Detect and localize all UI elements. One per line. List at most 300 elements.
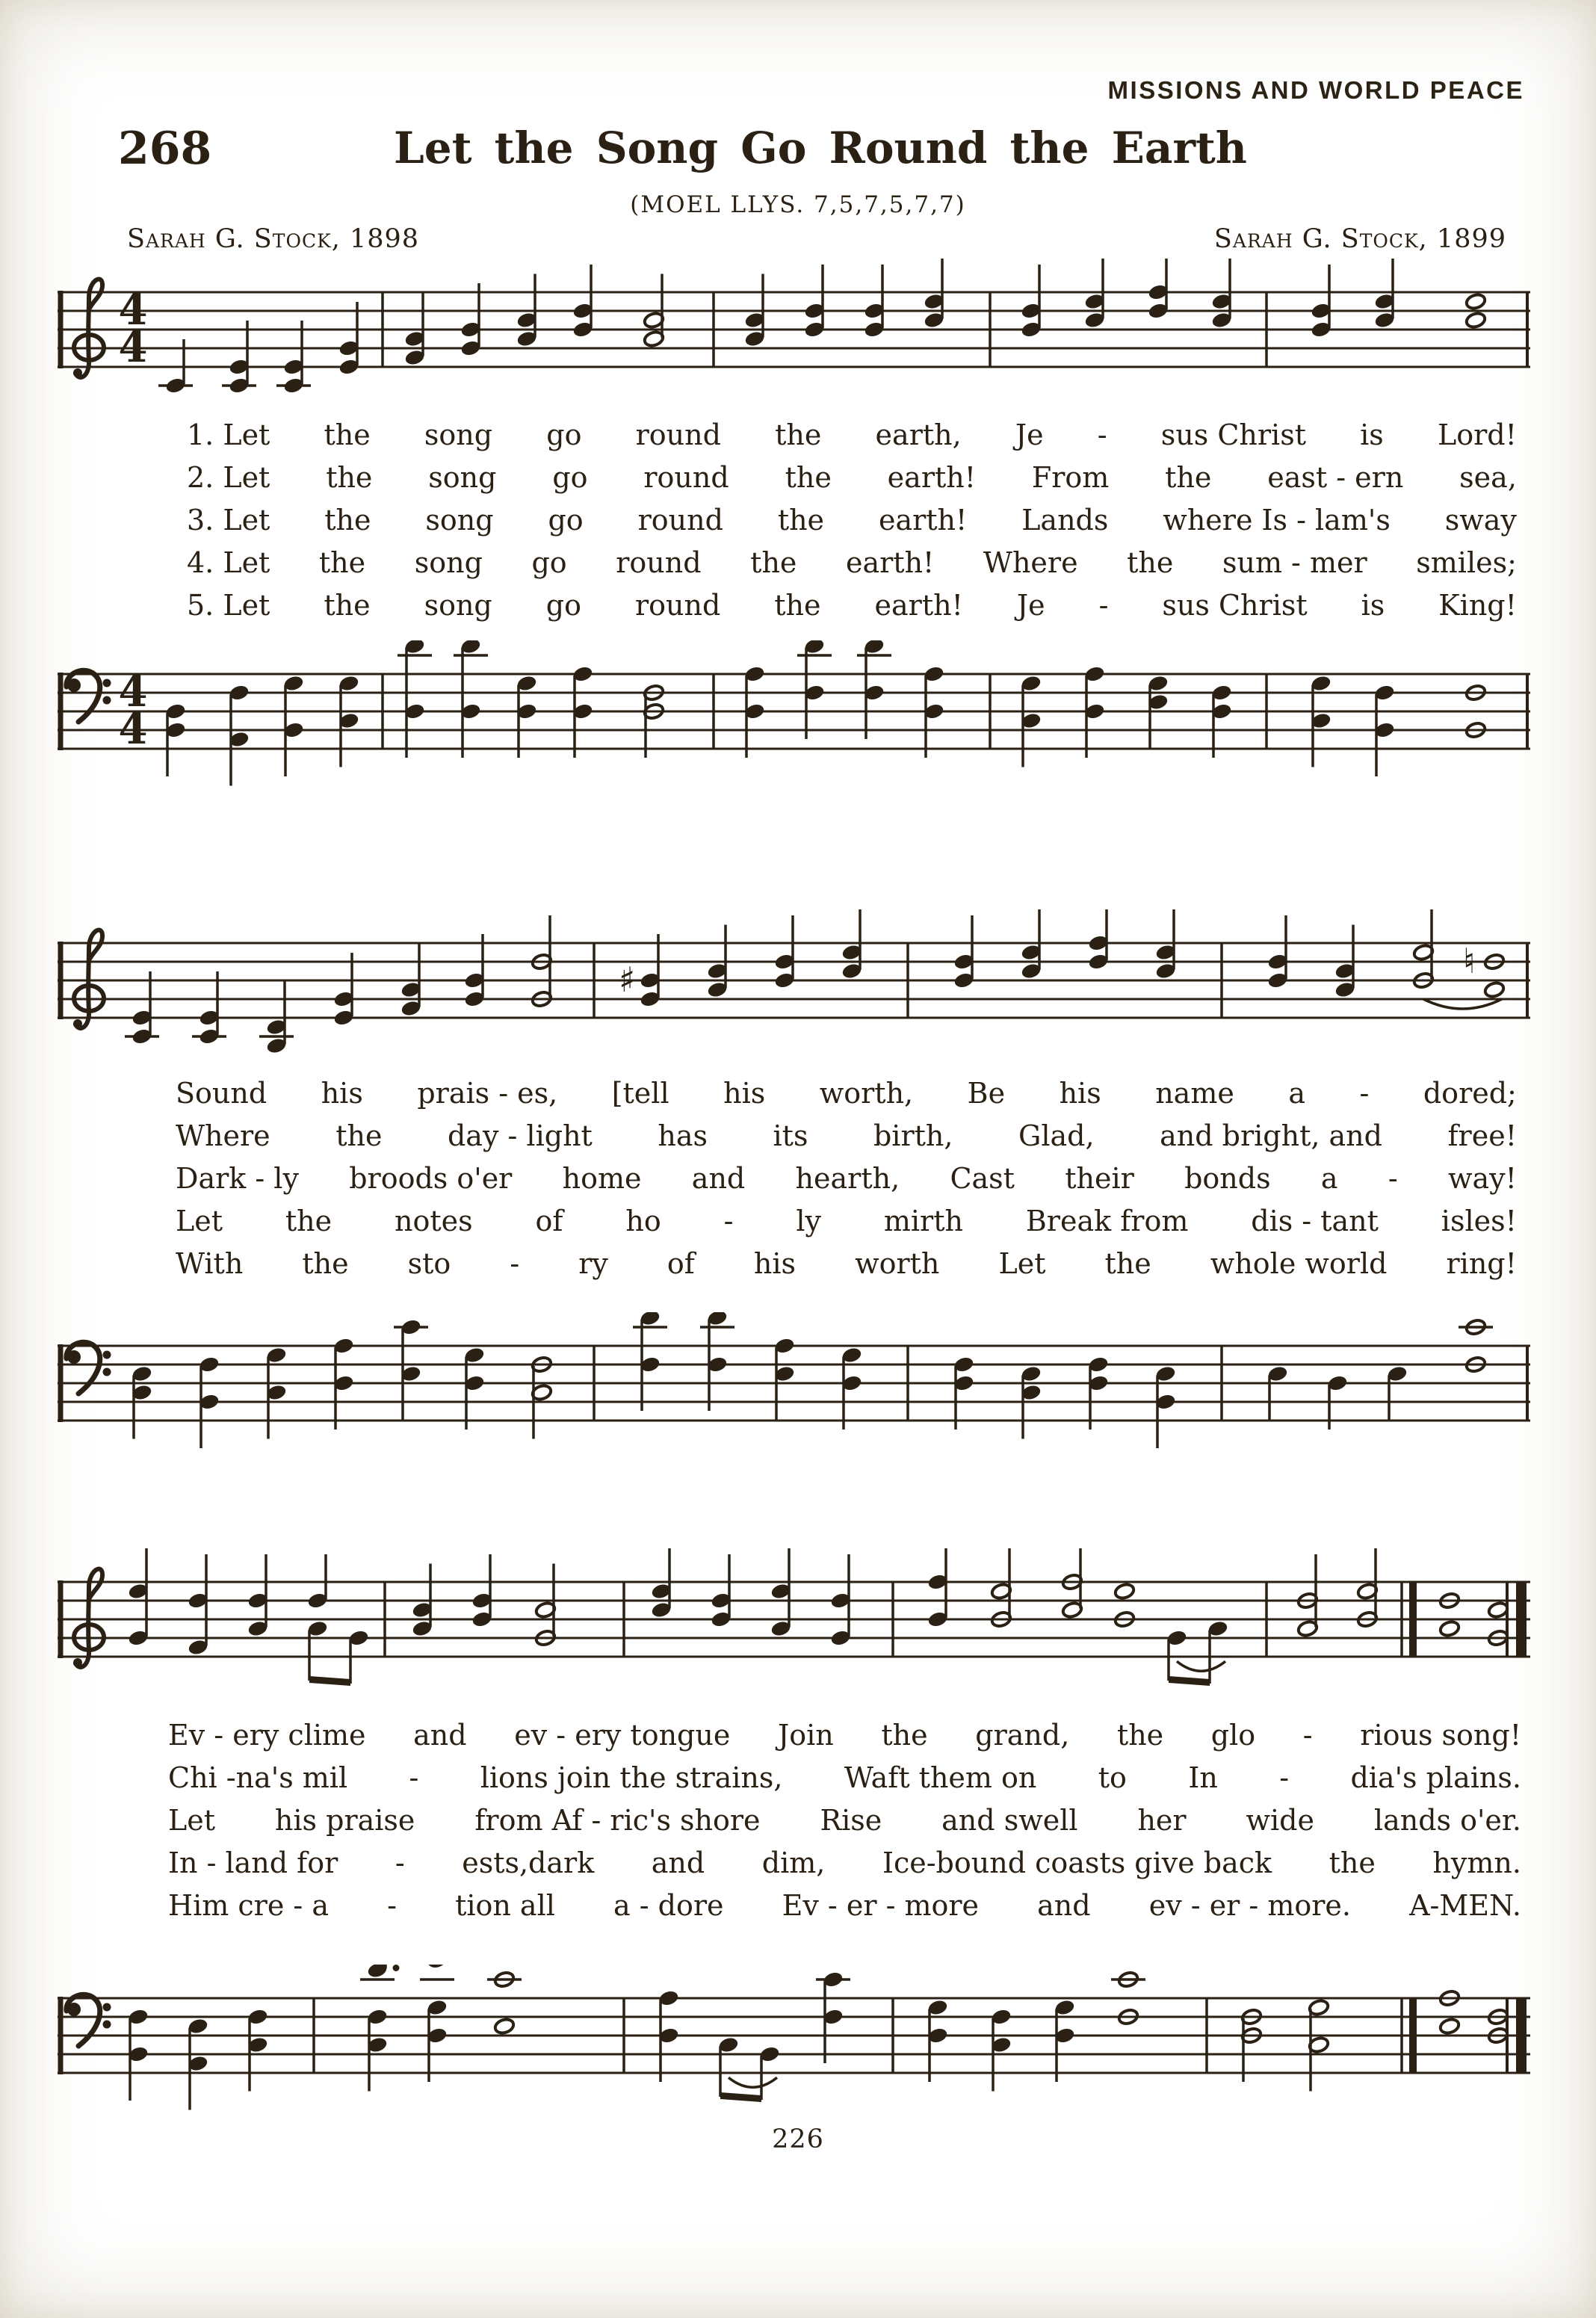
lyric-word: 3. Let (187, 504, 270, 537)
lyric-word: song (424, 418, 493, 451)
quarter-note (187, 2018, 208, 2110)
quarter-note (1373, 259, 1395, 329)
lyric-line (176, 1119, 1517, 1162)
beamed-eighth-pair (1166, 1620, 1228, 1686)
quarter-note (857, 640, 891, 739)
lyric-word: ring! (1446, 1247, 1517, 1280)
lyric-word: 2. Let (187, 461, 270, 494)
lyric-word: 4. Let (187, 546, 270, 579)
lyric-word: birth, (873, 1119, 953, 1152)
lyric-word: - (723, 1205, 734, 1237)
page-title: Let the Song Go Round the Earth (394, 123, 1247, 173)
quarter-note (394, 1318, 428, 1420)
quarter-note (1087, 909, 1109, 971)
half-note (643, 684, 664, 758)
lyric-word: rious song! (1360, 1719, 1521, 1752)
staff-system2-treble (56, 909, 1532, 1068)
half-note (487, 1971, 522, 2035)
lyric-word: - (1097, 418, 1107, 451)
lyric-word: and bright, and (1160, 1119, 1382, 1152)
lyric-word: Him cre - a (168, 1889, 329, 1922)
time-signature: 4 (118, 705, 148, 754)
quarter-note (770, 1548, 791, 1637)
staff-system3-bass (56, 1965, 1532, 2123)
lyric-line (187, 504, 1517, 546)
lyric-word: - (1279, 1761, 1290, 1794)
half-note (1296, 1554, 1318, 1637)
quarter-note (1154, 909, 1176, 980)
lyric-word: the (1116, 1719, 1164, 1752)
title-row (0, 123, 1596, 179)
bass-clef-icon (66, 1994, 111, 2046)
double-barline (1409, 1582, 1417, 1657)
verse-block-1 (187, 418, 1517, 631)
lyric-word: his (321, 1077, 363, 1110)
lyric-word: dored; (1423, 1077, 1517, 1110)
lyric-word: to (1098, 1761, 1127, 1794)
lyric-word: Chi -na's mil (168, 1761, 348, 1794)
quarter-note (1083, 665, 1105, 758)
quarter-note (164, 702, 186, 776)
lyric-word: the (335, 1119, 383, 1152)
treble-clef-icon (73, 279, 104, 377)
lyric-word: east - ern (1267, 461, 1404, 494)
lyric-word: Lord! (1437, 418, 1517, 451)
quarter-note (841, 1347, 862, 1430)
quarter-note (366, 2008, 388, 2091)
quarter-note (633, 1312, 667, 1411)
lyric-line (176, 1077, 1517, 1119)
lyric-word: a (1320, 1162, 1338, 1195)
quarter-note (619, 934, 661, 1008)
lyric-word: Break from (1025, 1205, 1189, 1237)
lyric-word: prais - es, (417, 1077, 558, 1110)
lyric-word: 5. Let (187, 589, 270, 622)
lyric-word: grand, (975, 1719, 1070, 1752)
lyric-line (168, 1719, 1521, 1761)
lyric-word: her (1137, 1804, 1187, 1837)
lyric-word: mirth (883, 1205, 963, 1237)
lyric-word: the (324, 589, 371, 622)
lyric-line (168, 1889, 1521, 1932)
lyric-word: King! (1438, 589, 1517, 622)
quarter-note (1310, 265, 1331, 339)
sharp-icon: ♯ (619, 959, 636, 1000)
running-head: MISSIONS AND WORLD PEACE (1107, 76, 1524, 104)
lyric-word: the (324, 418, 371, 451)
verse-block-2 (176, 1077, 1517, 1290)
lyric-word: dia's plains. (1350, 1761, 1521, 1794)
beamed-eighth-pair (306, 1620, 369, 1686)
time-signature: 4 (118, 667, 148, 717)
half-note (1438, 1989, 1460, 2035)
lyric-word: and swell (941, 1804, 1078, 1837)
lyric-word: and (413, 1719, 467, 1752)
lyric-word: In (1188, 1761, 1218, 1794)
quarter-note (803, 265, 825, 339)
quarter-note (338, 675, 359, 767)
lyric-word: earth! (878, 504, 968, 537)
hymn-number: 268 (118, 123, 212, 175)
half-note (990, 1548, 1012, 1628)
lyric-word: his (753, 1247, 797, 1280)
lyric-word: tion all (455, 1889, 555, 1922)
lyric-word: the (285, 1205, 332, 1237)
lyric-word: the (750, 546, 797, 579)
lyric-word: of (666, 1247, 695, 1280)
lyric-word: ly (796, 1205, 821, 1237)
half-note (531, 1356, 552, 1438)
lyric-word: - (1098, 589, 1109, 622)
lyric-word: the (775, 418, 822, 451)
lyric-word: home (562, 1162, 642, 1195)
quarter-note (228, 684, 250, 785)
lyric-word: smiles; (1416, 546, 1517, 579)
quarter-note (923, 259, 944, 329)
lyric-word: - (1359, 1077, 1370, 1110)
lyric-word: Ev - ery clime (168, 1719, 366, 1752)
half-note (1463, 941, 1506, 998)
quarter-note (247, 2008, 268, 2091)
lyric-word: sway (1444, 504, 1517, 537)
lyric-word: the (302, 1247, 349, 1280)
quarter-note (338, 302, 359, 376)
lyric-line (187, 418, 1517, 461)
quarter-note (463, 934, 485, 1008)
lyric-word: Cast (950, 1162, 1015, 1195)
lyric-word: is (1360, 418, 1384, 451)
quarter-note (773, 1337, 795, 1420)
lyric-word: Ev - er - more (782, 1889, 980, 1922)
lyric-word: hymn. (1432, 1846, 1521, 1879)
quarter-note (829, 1554, 851, 1647)
lyric-word: is (1361, 589, 1385, 622)
lyric-word: sus Christ (1162, 589, 1308, 622)
quarter-note (332, 1337, 354, 1430)
quarter-note (332, 953, 354, 1027)
lyric-word: dis - tant (1251, 1205, 1379, 1237)
quarter-note (420, 1965, 456, 1979)
lyric-word: free! (1447, 1119, 1517, 1152)
natural-icon: ♮ (1463, 941, 1476, 981)
half-note (1240, 2008, 1262, 2082)
quarter-note (198, 1356, 220, 1448)
lyric-word: isles! (1441, 1205, 1517, 1237)
verse-block-3 (168, 1719, 1521, 1932)
lyric-word: earth! (845, 546, 935, 579)
lyric-word: Glad, (1018, 1119, 1095, 1152)
lyric-word: lands o'er. (1373, 1804, 1521, 1837)
quarter-note (1083, 259, 1105, 329)
quarter-note (187, 1554, 208, 1656)
lyric-word: the (777, 504, 825, 537)
lyric-word: Je (1016, 589, 1045, 622)
lyric-word: and (651, 1846, 705, 1879)
lyric-word: earth! (874, 589, 963, 622)
quarter-note (797, 640, 832, 739)
lyric-word: dim, (761, 1846, 826, 1879)
lyric-word: where Is - lam's (1163, 504, 1391, 537)
lyric-word: the (1127, 546, 1174, 579)
lyric-word: go (531, 546, 567, 579)
lyric-word: Where (983, 546, 1078, 579)
staff-system1-bass (56, 640, 1532, 799)
quarter-note (127, 1548, 149, 1647)
lyric-word: With (176, 1247, 244, 1280)
lyric-word: glo (1210, 1719, 1256, 1752)
quarter-note (953, 1356, 974, 1430)
lyric-line (187, 589, 1517, 631)
lyric-word: day - light (447, 1119, 593, 1152)
lyric-word: the (1329, 1846, 1376, 1879)
lyric-word: Where (176, 1119, 270, 1152)
lyric-word: and (691, 1162, 746, 1195)
lyric-word: wide (1246, 1804, 1314, 1837)
quarter-note (1147, 259, 1169, 320)
quarter-note (700, 1312, 734, 1411)
quarter-note (1054, 1999, 1075, 2082)
final-barline (1516, 1582, 1527, 1657)
lyric-word: - (1388, 1162, 1398, 1195)
lyric-word: a - dore (613, 1889, 724, 1922)
half-note (534, 1564, 556, 1647)
lyric-word: Ice-bound coasts give back (882, 1846, 1272, 1879)
lyric-word: the (774, 589, 821, 622)
bass-clef-icon (66, 1342, 111, 1394)
lyric-word: has (658, 1119, 708, 1152)
lyric-word: go (548, 504, 584, 537)
lyric-word: 1. Let (187, 418, 270, 451)
bass-clef-icon (66, 670, 111, 722)
lyric-word: go (546, 418, 582, 451)
lyric-word: lions join the strains, (480, 1761, 783, 1794)
quarter-note (1210, 684, 1232, 758)
lyric-word: their (1065, 1162, 1134, 1195)
half-note (1356, 1548, 1378, 1628)
lyric-word: [tell (611, 1077, 669, 1110)
lyric-word: its (773, 1119, 808, 1152)
lyric-word: the (785, 461, 832, 494)
double-barline (1409, 1998, 1417, 2073)
slur (1177, 1661, 1225, 1671)
lyric-line (187, 461, 1517, 504)
lyric-word: sea, (1459, 461, 1517, 494)
lyric-word: worth, (819, 1077, 914, 1110)
quarter-note (923, 665, 944, 758)
lyric-word: from Af - ric's shore (474, 1804, 761, 1837)
quarter-note (127, 2008, 149, 2101)
lyric-word: go (552, 461, 588, 494)
lyric-word: earth! (887, 461, 976, 494)
quarter-note (572, 665, 593, 758)
quarter-note (658, 1989, 679, 2082)
lyric-word: Je (1015, 418, 1044, 451)
composer-credit: Sarah G. Stock, 1899 (1213, 224, 1506, 254)
quarter-note (247, 1554, 268, 1637)
lyric-word: worth (855, 1247, 940, 1280)
quarter-note (1154, 1365, 1176, 1448)
attribution-row (0, 224, 1596, 254)
quarter-note (1373, 684, 1395, 776)
quarter-note (743, 665, 765, 758)
quarter-note (1386, 1365, 1408, 1421)
lyric-word: hearth, (795, 1162, 900, 1195)
treble-clef-icon (73, 1569, 104, 1667)
final-barline (1516, 1998, 1527, 2073)
lyric-line (168, 1761, 1521, 1804)
lyric-word: Be (967, 1077, 1006, 1110)
slur (1423, 999, 1502, 1009)
lyric-word: the (326, 461, 373, 494)
beamed-eighth-pair (717, 2036, 780, 2102)
lyric-word: Let (176, 1205, 223, 1237)
lyric-word: - (1302, 1719, 1313, 1752)
quarter-note (841, 909, 862, 980)
lyric-word: name (1155, 1077, 1234, 1110)
lyric-word: round (637, 504, 723, 537)
lyric-word: the (1104, 1247, 1151, 1280)
quarter-note (125, 971, 159, 1045)
quarter-note (471, 1554, 492, 1628)
lyric-word: ev - ery tongue (514, 1719, 731, 1752)
lyric-line (168, 1846, 1521, 1889)
lyric-word: his praise (274, 1804, 415, 1837)
lyric-word: sus Christ (1160, 418, 1306, 451)
quarter-note (863, 265, 885, 339)
lyric-word: ho (625, 1205, 661, 1237)
lyric-word: song (428, 461, 497, 494)
staff-system1-treble (56, 259, 1532, 417)
lyric-word: - (510, 1247, 520, 1280)
lyric-word: song (414, 546, 483, 579)
lyric-word: Let (168, 1804, 215, 1837)
lyric-word: song (424, 589, 492, 622)
quarter-note (1266, 1365, 1288, 1421)
lyric-word: Waft them on (844, 1761, 1037, 1794)
lyric-word: ev - er - more. (1148, 1889, 1351, 1922)
lyric-word: - (409, 1761, 419, 1794)
lyric-line (187, 546, 1517, 589)
lyric-word: song (425, 504, 494, 537)
half-note (1412, 909, 1434, 989)
staff-system3-treble (56, 1548, 1532, 1707)
lyric-word: sto (407, 1247, 451, 1280)
quarter-note (927, 1548, 948, 1628)
staff-system2-bass (56, 1312, 1532, 1471)
lyric-word: Rise (820, 1804, 882, 1837)
lyric-word: the (318, 546, 366, 579)
lyric-word: round (616, 546, 702, 579)
treble-clef-icon (73, 930, 104, 1028)
quarter-note (953, 915, 974, 989)
lyric-line (168, 1804, 1521, 1846)
quarter-note (710, 1554, 732, 1628)
lyric-word: In - land for (168, 1846, 338, 1879)
lyric-word: round (634, 589, 721, 622)
quarter-note (360, 1965, 400, 1979)
lyric-word: broods o'er (349, 1162, 513, 1195)
quarter-note (572, 265, 593, 339)
lyric-line (176, 1162, 1517, 1205)
quarter-note (1020, 675, 1042, 767)
quarter-note (1210, 259, 1232, 329)
lyric-word: a (1288, 1077, 1306, 1110)
lyric-word: sum - mer (1222, 546, 1367, 579)
quarter-note (463, 1347, 485, 1430)
quarter-note (1020, 265, 1042, 339)
lyric-line (176, 1205, 1517, 1247)
quarter-note (1087, 1356, 1109, 1430)
quarter-note (192, 971, 226, 1045)
quarter-note (426, 1999, 448, 2082)
slur (729, 2077, 777, 2087)
lyric-word: ry (578, 1247, 608, 1280)
quarter-note (1310, 675, 1331, 767)
lyric-word: round (643, 461, 729, 494)
lyric-word: the (324, 504, 371, 537)
lyric-word: - (395, 1846, 405, 1879)
tune-name: (MOEL LLYS. 7,5,7,5,7,7) (630, 191, 966, 218)
quarter-note (1266, 915, 1288, 989)
quarter-note (265, 1347, 287, 1439)
quarter-note (1020, 909, 1042, 980)
quarter-note (516, 675, 537, 758)
quarter-note (454, 640, 488, 758)
quarter-note (460, 283, 481, 357)
lyric-word: notes (395, 1205, 473, 1237)
lyric-word: A-MEN. (1409, 1889, 1521, 1922)
quarter-note (398, 640, 432, 758)
half-note (1308, 1999, 1329, 2092)
lyric-word: and (1037, 1889, 1091, 1922)
time-signature: 4 (118, 323, 148, 372)
page-number: 226 (772, 2124, 824, 2154)
half-note (1438, 1592, 1460, 1637)
lyric-word: earth, (875, 418, 962, 451)
quarter-note (282, 675, 304, 776)
lyric-line (176, 1247, 1517, 1290)
lyric-word: whole world (1210, 1247, 1388, 1280)
lyric-word: Join (777, 1719, 834, 1752)
quarter-note (773, 915, 795, 989)
time-signature: 4 (118, 285, 148, 335)
half-note (1061, 1548, 1083, 1619)
half-note (1113, 1583, 1135, 1628)
lyric-word: bonds (1184, 1162, 1271, 1195)
quarter-note (276, 321, 311, 395)
lyric-word: Let (998, 1247, 1046, 1280)
lyric-word: ests,dark (462, 1846, 595, 1879)
lyric-word: Lands (1021, 504, 1109, 537)
author-credit: Sarah G. Stock, 1898 (127, 224, 420, 254)
lyric-word: - (387, 1889, 397, 1922)
quarter-note (222, 321, 256, 395)
lyric-word: Dark - ly (176, 1162, 299, 1195)
lyric-word: the (1165, 461, 1212, 494)
lyric-word: of (535, 1205, 563, 1237)
lyric-word: way! (1447, 1162, 1517, 1195)
quarter-note (990, 2008, 1012, 2091)
lyric-word: the (881, 1719, 928, 1752)
lyric-word: round (635, 418, 721, 451)
lyric-word: his (1059, 1077, 1101, 1110)
quarter-note (650, 1548, 672, 1619)
lyric-word: his (723, 1077, 766, 1110)
lyric-word: From (1031, 461, 1110, 494)
lyric-word: Sound (176, 1077, 267, 1110)
quarter-note (927, 1999, 948, 2082)
lyric-word: go (545, 589, 581, 622)
